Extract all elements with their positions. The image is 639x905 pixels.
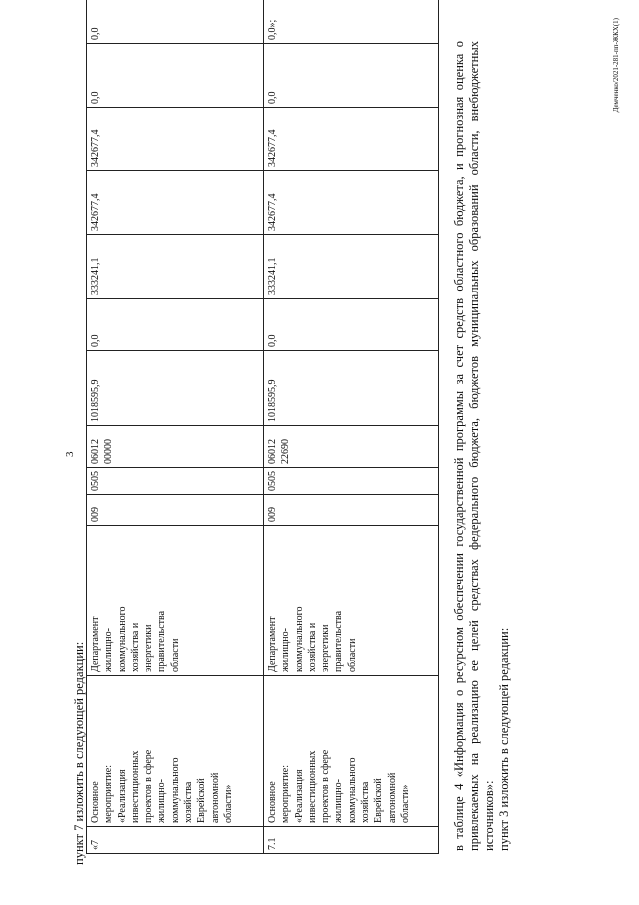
table-cell: 333241,1: [264, 235, 439, 299]
table-cell: 7.1: [264, 827, 439, 854]
table-cell: 0505: [87, 468, 264, 495]
document-code: Демченко/2021-281-пп-ЖКХ(1): [612, 18, 620, 113]
table-cell: Департамент жилищно- коммунального хозяйства и энергетики правительства области: [87, 526, 264, 676]
resource-table: [86, 0, 439, 854]
table-cell: 009: [87, 495, 264, 526]
table-cell: 0,0: [87, 0, 264, 44]
paragraph-table4: в таблице 4 «Информация о ресурсном обеспечении государственной программы за счет средств областного бюджета, и прогнозная оценка о привлекаемых на реализацию ее целей средствах федерального бюджета, бюджетов муниципальных образований области, внебюджетных источников»:: [452, 41, 496, 851]
table-cell: «7: [87, 827, 264, 854]
table-cell: Департамент жилищно- коммунального хозяйства и энергетики правительства области: [264, 526, 439, 676]
table-cell: 342677,4: [87, 108, 264, 171]
table-cell: 342677,4: [264, 108, 439, 171]
table-cell: 0,0: [87, 299, 264, 351]
table-cell: 06012 00000: [87, 426, 264, 468]
table-cell: 342677,4: [87, 171, 264, 235]
table-row: [87, 0, 264, 854]
table-cell: 0,0: [264, 299, 439, 351]
page-number: 3: [64, 451, 76, 457]
table-cell: 0,0: [87, 44, 264, 108]
table-cell: 333241,1: [87, 235, 264, 299]
table-cell: 1018595,9: [264, 351, 439, 426]
table-cell: 0,0»;: [264, 0, 439, 44]
intro-text: пункт 7 изложить в следующей редакции:: [72, 641, 86, 865]
table-cell: 1018595,9: [87, 351, 264, 426]
table-cell: 342677,4: [264, 171, 439, 235]
table-cell: Основное мероприятие: «Реализация инвестиционных проектов в сфере жилищно- коммунального хозяйства Еврейской автономной области»: [87, 676, 264, 827]
paragraph-item3: пункт 3 изложить в следующей редакции:: [497, 627, 511, 851]
table-cell: 0,0: [264, 44, 439, 108]
table-cell: 06012 22690: [264, 426, 439, 468]
table-cell: 009: [264, 495, 439, 526]
table-row: [264, 0, 439, 854]
table-cell: Основное мероприятие: «Реализация инвестиционных проектов в сфере жилищно- коммунального хозяйства Еврейской автономной области»: [264, 676, 439, 827]
table-cell: 0505: [264, 468, 439, 495]
